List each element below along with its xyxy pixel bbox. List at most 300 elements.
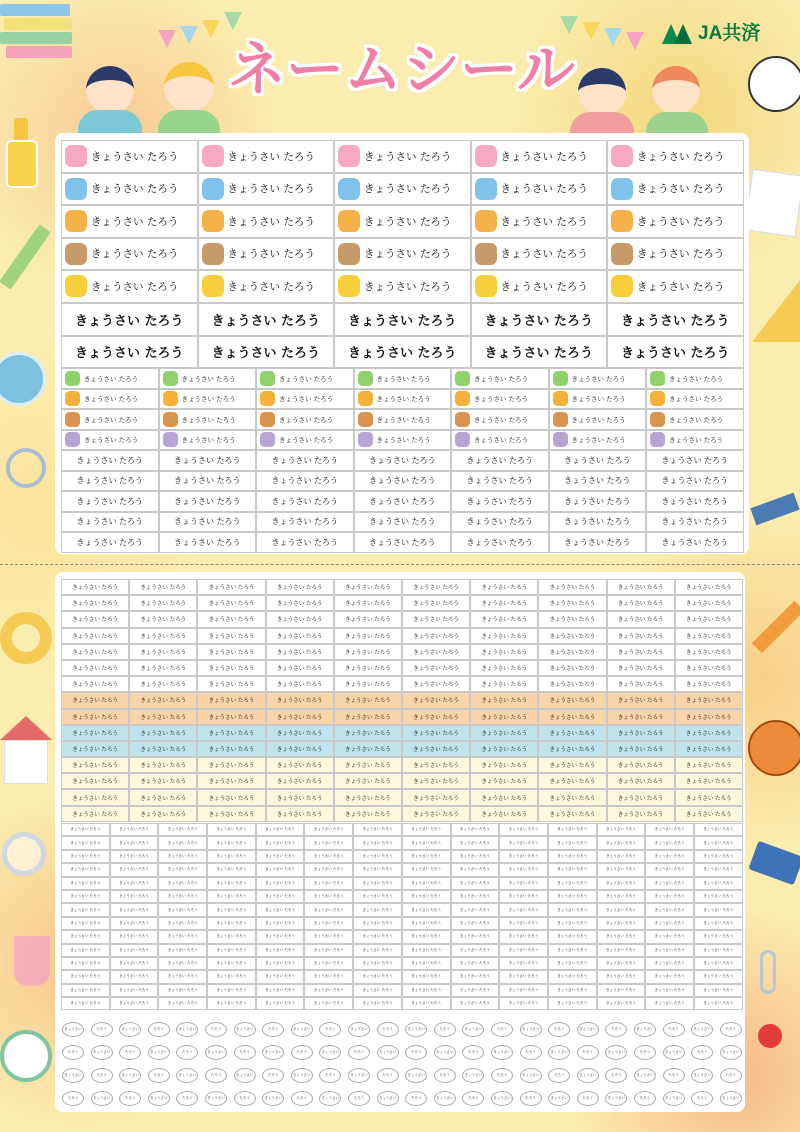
name-sticker <box>354 471 452 492</box>
name-sticker <box>499 903 548 916</box>
tape-icon <box>0 612 52 664</box>
sticker-name-text: きょうさい たろう <box>654 987 685 992</box>
name-sticker <box>61 970 110 983</box>
name-sticker <box>694 970 743 983</box>
rabbit-icon <box>611 145 633 167</box>
sticker-name-text: きょうさい たろう <box>500 215 588 228</box>
sticker-name-text: きょうさい たろう <box>84 415 139 424</box>
sticker-name-text: きょうさい たろう <box>313 974 344 979</box>
sticker-name-text: きょうさい たろう <box>70 920 101 925</box>
name-sticker <box>597 957 646 970</box>
sticker-name-text: きょうさい たろう <box>344 811 391 818</box>
name-sticker <box>256 450 354 471</box>
sticker-name-text: きょうさい たろう <box>654 894 685 899</box>
sticker-name-text: きょうさい たろう <box>276 795 323 802</box>
sticker-name-text: きょうさい たろう <box>617 746 664 753</box>
sticker-name-text: きょうさい たろう <box>344 746 391 753</box>
round-sticker: きょうさい <box>634 1068 656 1083</box>
sticker-name-text: きょうさい たろう <box>413 795 459 802</box>
name-sticker <box>207 863 256 876</box>
scissors-icon <box>6 448 46 488</box>
panda-icon <box>202 243 224 265</box>
name-sticker <box>694 823 743 836</box>
sticker-name-text: きょうさい たろう <box>167 934 198 939</box>
sticker-name-text: きょうさい たろう <box>459 907 490 912</box>
sticker-name-text: きょうさい たろう <box>167 974 198 979</box>
sticker-name-text: きょうさい たろう <box>119 867 149 872</box>
name-sticker <box>61 984 110 997</box>
name-sticker <box>353 890 402 903</box>
books-icon <box>0 0 80 70</box>
sticker-name-text: きょうさい たろう <box>557 867 588 872</box>
sticker-name-text: きょうさい たろう <box>216 867 247 872</box>
name-sticker <box>61 773 129 789</box>
dog-icon <box>553 412 568 427</box>
sticker-name-text: きょうさい たろう <box>72 714 118 721</box>
name-sticker <box>61 389 159 410</box>
sticker-name-text: きょうさい たろう <box>344 633 391 640</box>
round-sticker: きょうさい <box>491 1091 513 1106</box>
sticker-name-text: きょうさい たろう <box>411 894 442 899</box>
name-sticker <box>597 823 646 836</box>
name-sticker <box>499 997 548 1010</box>
name-sticker <box>451 450 549 471</box>
sticker-name-text: きょうさい たろう <box>413 666 459 673</box>
sticker-name-text: きょうさい たろう <box>313 853 344 858</box>
sticker-name-text: きょうさい たろう <box>459 840 490 845</box>
sticker-name-text: きょうさい たろう <box>91 215 179 228</box>
sticker-name-text: きょうさい たろう <box>140 795 187 802</box>
sticker-name-text: きょうさい たろう <box>617 649 664 656</box>
name-sticker <box>110 970 159 983</box>
sticker-name-text: きょうさい たろう <box>216 894 247 899</box>
sticker-name-text: きょうさい たろう <box>140 585 187 592</box>
round-sticker: きょうさい <box>262 1045 284 1060</box>
name-sticker <box>451 863 500 876</box>
sticker-name-text: きょうさい たろう <box>685 601 732 608</box>
elephant-icon <box>338 178 360 200</box>
sticker-name-text: きょうさい たろう <box>654 1001 685 1006</box>
name-sticker <box>402 579 470 595</box>
sticker-name-text: きょうさい たろう <box>173 455 241 465</box>
round-sticker: きょうさい <box>91 1045 113 1060</box>
name-sticker <box>334 806 402 822</box>
round-sticker: たろう <box>148 1068 170 1083</box>
sticker-name-text: きょうさい たろう <box>119 920 149 925</box>
name-sticker <box>675 692 743 708</box>
sticker-name-text: きょうさい たろう <box>508 934 539 939</box>
name-sticker <box>645 850 694 863</box>
round-sticker: たろう <box>119 1091 141 1106</box>
sticker-name-text: きょうさい たろう <box>276 763 323 770</box>
sticker-name-text: きょうさい たろう <box>703 974 734 979</box>
sticker-name-text: きょうさい たろう <box>362 853 393 858</box>
sticker-name-text: きょうさい たろう <box>571 395 626 404</box>
name-sticker <box>353 970 402 983</box>
sticker-name-text: きょうさい たろう <box>216 827 247 832</box>
name-sticker <box>675 595 743 611</box>
sticker-name-text: きょうさい たろう <box>571 415 626 424</box>
tiger-icon <box>455 391 470 406</box>
name-sticker <box>353 997 402 1010</box>
name-sticker <box>538 789 606 805</box>
sticker-name-text: きょうさい たろう <box>276 746 323 753</box>
sticker-name-text: きょうさい たろう <box>703 947 734 952</box>
glue-icon <box>6 118 38 190</box>
name-sticker <box>597 970 646 983</box>
name-sticker <box>646 471 744 492</box>
name-sticker <box>470 773 538 789</box>
sticker-name-text: きょうさい たろう <box>167 867 198 872</box>
round-sticker: きょうさい <box>234 1022 256 1037</box>
name-sticker <box>451 368 549 389</box>
name-sticker <box>607 205 744 238</box>
round-sticker: たろう <box>605 1068 627 1083</box>
name-sticker <box>334 173 471 206</box>
name-sticker <box>61 863 110 876</box>
round-sticker: たろう <box>348 1091 370 1106</box>
eraser-icon <box>748 841 800 886</box>
name-sticker <box>129 692 197 708</box>
name-sticker <box>694 863 743 876</box>
round-sticker: きょうさい <box>205 1091 227 1106</box>
sticker-name-text: きょうさい たろう <box>211 346 321 362</box>
name-sticker <box>645 984 694 997</box>
name-sticker <box>646 491 744 512</box>
sticker-name-text: きょうさい たろう <box>362 894 393 899</box>
sticker-name-text: きょうさい たろう <box>265 867 296 872</box>
name-sticker <box>354 409 452 430</box>
name-sticker <box>646 389 744 410</box>
name-sticker <box>548 836 597 849</box>
name-sticker <box>675 709 743 725</box>
sticker-name-text: きょうさい たろう <box>481 746 528 753</box>
name-sticker <box>353 903 402 916</box>
name-sticker <box>110 863 159 876</box>
sticker-name-text: きょうさい たろう <box>279 415 334 424</box>
rabbit-icon <box>475 145 497 167</box>
sticker-name-text: きょうさい たろう <box>265 840 296 845</box>
name-sticker <box>470 725 538 741</box>
name-sticker <box>451 471 549 492</box>
sticker-name-text: きょうさい たろう <box>466 537 534 547</box>
name-sticker <box>549 430 647 451</box>
sticker-name-text: きょうさい たろう <box>362 880 393 885</box>
sticker-name-text: きょうさい たろう <box>70 880 101 885</box>
name-sticker <box>158 984 207 997</box>
sticker-name-text: きょうさい たろう <box>140 730 187 737</box>
sticker-name-text: きょうさい たろう <box>508 827 539 832</box>
sticker-name-text: きょうさい たろう <box>208 714 255 721</box>
name-sticker <box>646 512 744 533</box>
round-sticker: たろう <box>262 1022 284 1037</box>
name-sticker <box>451 836 500 849</box>
name-sticker <box>694 850 743 863</box>
name-sticker <box>158 890 207 903</box>
name-sticker <box>256 512 354 533</box>
sticker-name-text: きょうさい たろう <box>167 961 198 966</box>
sticker-name-text: きょうさい たろう <box>557 907 588 912</box>
sticker-name-text: きょうさい たろう <box>216 920 247 925</box>
tiger-icon <box>358 391 373 406</box>
name-sticker <box>470 595 538 611</box>
sticker-name-text: きょうさい たろう <box>508 947 539 952</box>
name-sticker <box>334 644 402 660</box>
name-sticker <box>129 709 197 725</box>
round-sticker: たろう <box>119 1045 141 1060</box>
name-sticker <box>334 628 402 644</box>
sticker-name-text: きょうさい たろう <box>508 867 539 872</box>
sticker-name-text: きょうさい たろう <box>72 811 118 818</box>
name-sticker <box>607 692 675 708</box>
sticker-name-text: きょうさい たろう <box>459 880 490 885</box>
sticker-name-text: きょうさい たろう <box>72 779 118 786</box>
name-sticker <box>470 579 538 595</box>
sticker-name-text: きょうさい たろう <box>617 714 664 721</box>
sticker-name-text: きょうさい たろう <box>557 987 588 992</box>
sticker-name-text: きょうさい たろう <box>617 763 664 770</box>
name-sticker <box>197 611 265 627</box>
name-sticker <box>402 944 451 957</box>
name-sticker <box>471 238 608 271</box>
name-sticker <box>207 850 256 863</box>
kids-illustration-right <box>568 62 728 136</box>
sticker-name-text: きょうさい たろう <box>119 987 149 992</box>
name-sticker <box>197 741 265 757</box>
name-sticker <box>61 491 159 512</box>
sticker-name-text: きょうさい たろう <box>413 779 459 786</box>
name-sticker <box>694 997 743 1010</box>
sticker-name-text: きょうさい たろう <box>216 880 247 885</box>
chick-icon <box>338 275 360 297</box>
name-sticker <box>538 725 606 741</box>
name-sticker <box>158 957 207 970</box>
round-sticker: きょうさい <box>348 1022 370 1037</box>
sticker-name-text: きょうさい たろう <box>208 795 255 802</box>
sticker-name-text: きょうさい たろう <box>216 987 247 992</box>
sticker-name-text: きょうさい たろう <box>181 395 236 404</box>
sticker-name-text: きょうさい たろう <box>276 666 323 673</box>
koala-icon <box>163 432 178 447</box>
name-sticker <box>61 205 198 238</box>
name-sticker <box>61 611 129 627</box>
name-sticker <box>597 930 646 943</box>
name-sticker <box>159 532 257 553</box>
sticker-grid-mini <box>61 823 743 1010</box>
sticker-name-text: きょうさい たろう <box>216 1001 247 1006</box>
sticker-name-text: きょうさい たろう <box>313 934 344 939</box>
sticker-name-text: きょうさい たろう <box>617 811 664 818</box>
sticker-name-text: きょうさい たろう <box>637 280 725 293</box>
pencil-icon <box>0 224 51 289</box>
sticker-name-text: きょうさい たろう <box>313 867 344 872</box>
sticker-name-text: きょうさい たろう <box>459 1001 490 1006</box>
round-sticker: きょうさい <box>605 1045 627 1060</box>
sticker-name-text: きょうさい たろう <box>216 974 247 979</box>
name-sticker <box>110 890 159 903</box>
sticker-name-text: きょうさい たろう <box>661 455 729 465</box>
sticker-name-text: きょうさい たろう <box>313 920 344 925</box>
dog-icon <box>163 412 178 427</box>
name-sticker <box>334 205 471 238</box>
sticker-name-text: きょうさい たろう <box>72 601 118 608</box>
name-sticker <box>334 773 402 789</box>
round-sticker: きょうさい <box>663 1045 685 1060</box>
sticker-name-text: きょうさい たろう <box>167 853 198 858</box>
sticker-name-text: きょうさい たろう <box>140 682 187 689</box>
sticker-name-text: きょうさい たろう <box>362 867 393 872</box>
name-sticker <box>354 532 452 553</box>
sticker-name-text: きょうさい たろう <box>362 827 393 832</box>
round-sticker: たろう <box>234 1045 256 1060</box>
sticker-name-text: きょうさい たろう <box>605 894 636 899</box>
name-sticker <box>499 957 548 970</box>
soccer-ball-icon <box>748 56 800 112</box>
sticker-name-text: きょうさい たろう <box>549 601 596 608</box>
name-sticker <box>549 532 647 553</box>
sticker-name-text: きょうさい たろう <box>411 961 442 966</box>
sticker-name-text: きょうさい たろう <box>271 537 339 547</box>
round-sticker: たろう <box>205 1022 227 1037</box>
sticker-name-text: きょうさい たろう <box>313 827 344 832</box>
name-sticker <box>354 368 452 389</box>
sticker-name-text: きょうさい たろう <box>605 853 636 858</box>
sticker-name-text: きょうさい たろう <box>411 920 442 925</box>
sticker-name-text: きょうさい たろう <box>481 779 528 786</box>
sticker-name-text: きょうさい たろう <box>481 811 528 818</box>
sticker-name-text: きょうさい たろう <box>549 714 596 721</box>
name-sticker <box>470 789 538 805</box>
name-sticker <box>451 903 500 916</box>
name-sticker <box>645 890 694 903</box>
sticker-name-text: きょうさい たろう <box>167 827 198 832</box>
name-sticker <box>353 850 402 863</box>
name-sticker <box>159 512 257 533</box>
sticker-name-text: きょうさい たろう <box>508 974 539 979</box>
name-sticker <box>645 823 694 836</box>
name-sticker <box>353 877 402 890</box>
sticker-name-text: きょうさい たろう <box>119 907 149 912</box>
name-sticker <box>548 877 597 890</box>
name-sticker <box>645 957 694 970</box>
sticker-name-text: きょうさい たろう <box>617 617 664 624</box>
name-sticker <box>354 491 452 512</box>
sticker-name-text: きょうさい たろう <box>227 280 315 293</box>
name-sticker <box>197 644 265 660</box>
name-sticker <box>207 944 256 957</box>
sticker-name-text: きょうさい たろう <box>549 585 596 592</box>
sticker-name-text: きょうさい たろう <box>557 827 588 832</box>
sticker-name-text: きょうさい たろう <box>344 795 391 802</box>
sticker-name-text: きょうさい たろう <box>563 537 631 547</box>
round-sticker: きょうさい <box>62 1068 84 1083</box>
round-sticker: たろう <box>663 1068 685 1083</box>
sticker-name-text: きょうさい たろう <box>208 779 255 786</box>
tiger-icon <box>553 391 568 406</box>
sticker-name-text: きょうさい たろう <box>481 763 528 770</box>
sticker-name-text: きょうさい たろう <box>368 455 436 465</box>
name-sticker <box>451 430 549 451</box>
sticker-name-text: きょうさい たろう <box>685 617 732 624</box>
round-sticker: たろう <box>691 1091 713 1106</box>
name-sticker <box>207 823 256 836</box>
sticker-name-text: きょうさい たろう <box>620 313 730 329</box>
ja-logo-icon <box>662 20 694 44</box>
name-sticker <box>538 692 606 708</box>
name-sticker <box>266 628 334 644</box>
name-sticker <box>334 692 402 708</box>
name-sticker <box>451 890 500 903</box>
name-sticker <box>61 595 129 611</box>
sticker-name-text: きょうさい たろう <box>481 698 528 705</box>
sticker-name-text: きょうさい たろう <box>549 698 596 705</box>
sticker-name-text: きょうさい たろう <box>459 947 490 952</box>
sticker-name-text: きょうさい たろう <box>557 947 588 952</box>
sticker-name-text: きょうさい たろう <box>276 617 323 624</box>
sticker-name-text: きょうさい たろう <box>362 840 393 845</box>
name-sticker <box>538 628 606 644</box>
name-sticker <box>607 173 744 206</box>
sticker-name-text: きょうさい たろう <box>167 987 198 992</box>
sticker-name-text: きょうさい たろう <box>557 934 588 939</box>
sticker-name-text: きょうさい たろう <box>208 746 255 753</box>
name-sticker <box>646 532 744 553</box>
name-sticker <box>402 850 451 863</box>
round-sticker: たろう <box>205 1068 227 1083</box>
name-sticker <box>129 757 197 773</box>
name-sticker <box>61 890 110 903</box>
sticker-name-text: きょうさい たろう <box>140 633 187 640</box>
name-sticker <box>256 957 305 970</box>
name-sticker <box>549 450 647 471</box>
name-sticker <box>548 984 597 997</box>
sticker-name-text: きょうさい たろう <box>500 248 588 261</box>
name-sticker <box>158 903 207 916</box>
sticker-name-text: きょうさい たろう <box>167 907 198 912</box>
name-sticker <box>61 903 110 916</box>
name-sticker <box>256 917 305 930</box>
sticker-name-text: きょうさい たろう <box>344 763 391 770</box>
sticker-name-text: きょうさい たろう <box>685 714 732 721</box>
sticker-name-text: きょうさい たろう <box>605 934 636 939</box>
sticker-name-text: きょうさい たろう <box>119 827 149 832</box>
name-sticker <box>499 984 548 997</box>
sticker-name-text: きょうさい たろう <box>208 617 255 624</box>
name-sticker <box>538 660 606 676</box>
sticker-name-text: きょうさい たろう <box>140 779 187 786</box>
name-sticker <box>694 877 743 890</box>
name-sticker <box>334 757 402 773</box>
sticker-name-text: きょうさい たろう <box>344 649 391 656</box>
name-sticker <box>110 944 159 957</box>
sticker-name-text: きょうさい たろう <box>140 666 187 673</box>
name-sticker <box>549 512 647 533</box>
dog-icon <box>650 412 665 427</box>
name-sticker <box>61 512 159 533</box>
round-sticker: たろう <box>434 1068 456 1083</box>
name-sticker <box>198 205 335 238</box>
name-sticker <box>538 676 606 692</box>
name-sticker <box>159 471 257 492</box>
name-sticker <box>471 270 608 303</box>
sticker-name-text: きょうさい たろう <box>167 880 198 885</box>
name-sticker <box>256 471 354 492</box>
name-sticker <box>61 368 159 389</box>
name-sticker <box>266 773 334 789</box>
sticker-name-text: きょうさい たろう <box>654 920 685 925</box>
name-sticker <box>402 877 451 890</box>
name-sticker <box>256 823 305 836</box>
